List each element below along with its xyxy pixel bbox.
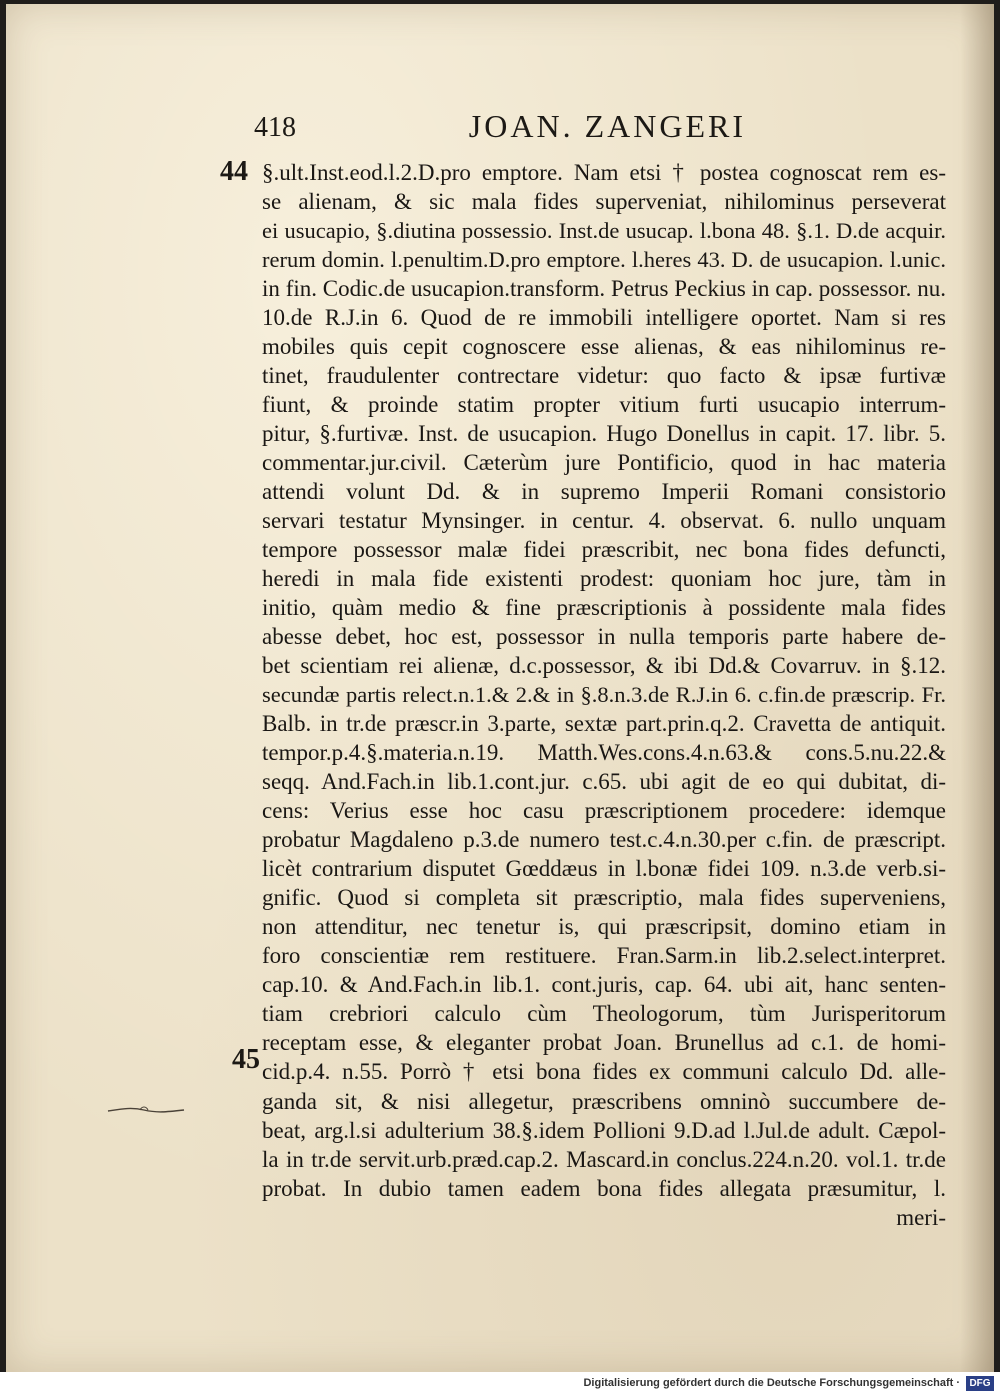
- text-line: heredi in mala fide existenti prodest: quoniam hoc jure, tàm in: [262, 566, 946, 592]
- text-line: gnific. Quod si completa sit præscriptio, mala fides superveniens,: [262, 885, 946, 911]
- text-line: bet scientiam rei alienæ, d.c.possessor, & ibi Dd.& Covarruv. in §.12.: [262, 653, 946, 679]
- text-line: ganda sit, & nisi allegetur, præscribens omninò succumbere de-: [262, 1088, 946, 1114]
- running-head: JOAN. ZANGERI: [468, 108, 746, 144]
- text-line: se alienam, & sic mala fides superveniat, nihilominus perseverat: [262, 189, 946, 215]
- text-line: abesse debet, hoc est, possessor in nulla temporis parte habere de-: [262, 624, 946, 650]
- text-line: commentar.jur.civil. Cæterùm jure Pontificio, quod in hac materia: [262, 450, 946, 476]
- text-line: ei usucapio, §.diutina possessio. Inst.de usucap. l.bona 48. §.1. D.de acquir.: [262, 218, 946, 244]
- text-line: initio, quàm medio & fine præscriptionis à possidente mala fides: [262, 595, 946, 621]
- dfg-logo-icon: DFG: [966, 1376, 994, 1391]
- footer-credit: Digitalisierung gefördert durch die Deutsche Forschungsgemeinschaft ·: [583, 1377, 960, 1389]
- text-line: beat, arg.l.si adulterium 38.§.idem Pollioni 9.D.ad l.Jul.de adult. Cæpol-: [262, 1117, 946, 1143]
- text-line: rerum domin. l.penultim.D.pro emptore. l.heres 43. D. de usucapion. l.unic.: [262, 247, 946, 273]
- text-line: fiunt, & proinde statim propter vitium furti usucapio interrum-: [262, 392, 946, 418]
- text-line: mobiles quis cepit cognoscere esse alienas, & eas nihilominus re-: [262, 334, 946, 360]
- text-line: 10.de R.J.in 6. Quod de re immobili intelligere oportet. Nam si res: [262, 305, 946, 331]
- text-line: tiam crebriori calculo cùm Theologorum, tùm Jurisperitorum: [262, 1001, 946, 1027]
- text-line: tempore possessor malæ fidei præscribit, nec bona fides defuncti,: [262, 537, 946, 563]
- text-line: la in tr.de servit.urb.præd.cap.2. Mascard.in conclus.224.n.20. vol.1. tr.de: [262, 1146, 946, 1172]
- text-line: cap.10. & And.Fach.in lib.1. cont.juris, cap. 64. ubi ait, hanc senten-: [262, 972, 946, 998]
- page-header: [254, 108, 746, 148]
- text-line: pitur, §.furtivæ. Inst. de usucapion. Hugo Donellus in capit. 17. libr. 5.: [262, 421, 946, 447]
- text-line: receptam esse, & eleganter probat Joan. Brunellus ad c.1. de homi-: [262, 1030, 946, 1056]
- text-line: servari testatur Mynsinger. in centur. 4. observat. 6. nullo unquam: [262, 508, 946, 534]
- text-line: tempor.p.4.§.materia.n.19. Matth.Wes.cons.4.n.63.& cons.5.nu.22.&: [262, 740, 946, 766]
- page-binding-shadow: [960, 4, 994, 1372]
- digitization-footer: [0, 1372, 1000, 1396]
- text-line: Balb. in tr.de præscr.in 3.parte, sextæ part.prin.q.2. Cravetta de antiquit.: [262, 711, 946, 737]
- text-line: foro conscientiæ rem restituere. Fran.Sarm.in lib.2.select.interpret.: [262, 943, 946, 969]
- text-line: §.ult.Inst.eod.l.2.D.pro emptore. Nam etsi † postea cognoscat rem es-: [262, 160, 946, 185]
- margin-number-44: 44: [220, 156, 248, 187]
- page-number: 418: [254, 112, 296, 143]
- text-line: probat. In dubio tamen eadem bona fides allegata præsumitur, l.: [262, 1175, 946, 1201]
- catchword: meri-: [896, 1204, 946, 1230]
- text-line: cens: Verius esse hoc casu præscriptionem procedere: idemque: [262, 798, 946, 824]
- book-page: [6, 4, 994, 1372]
- text-line: non attenditur, nec tenetur is, qui præscripsit, domino etiam in: [262, 914, 946, 940]
- body-text: [262, 158, 946, 1232]
- text-line: seqq. And.Fach.in lib.1.cont.jur. c.65. ubi agit de eo qui dubitat, di-: [262, 769, 946, 795]
- text-line: secundæ partis relect.n.1.& 2.& in §.8.n.3.de R.J.in 6. c.fin.de præscrip. Fr.: [262, 682, 946, 708]
- text-line: probatur Magdaleno p.3.de numero test.c.4.n.30.per c.fin. de præscript.: [262, 827, 946, 853]
- text-line: licèt contrarium disputet Gœddæus in l.bonæ fidei 109. n.3.de verb.si-: [262, 856, 946, 882]
- text-line: attendi volunt Dd. & in supremo Imperii Romani consistorio: [262, 479, 946, 505]
- margin-flourish-icon: [106, 1104, 186, 1116]
- margin-number-45: 45: [232, 1044, 260, 1075]
- text-line: in fin. Codic.de usucapion.transform. Petrus Peckius in cap. possessor. nu.: [262, 276, 946, 302]
- text-line: cid.p.4. n.55. Porrò † etsi bona fides ex communi calculo Dd. alle-: [262, 1059, 946, 1085]
- text-line: tinet, fraudulenter contrectare videtur: quo facto & ipsæ furtivæ: [262, 363, 946, 389]
